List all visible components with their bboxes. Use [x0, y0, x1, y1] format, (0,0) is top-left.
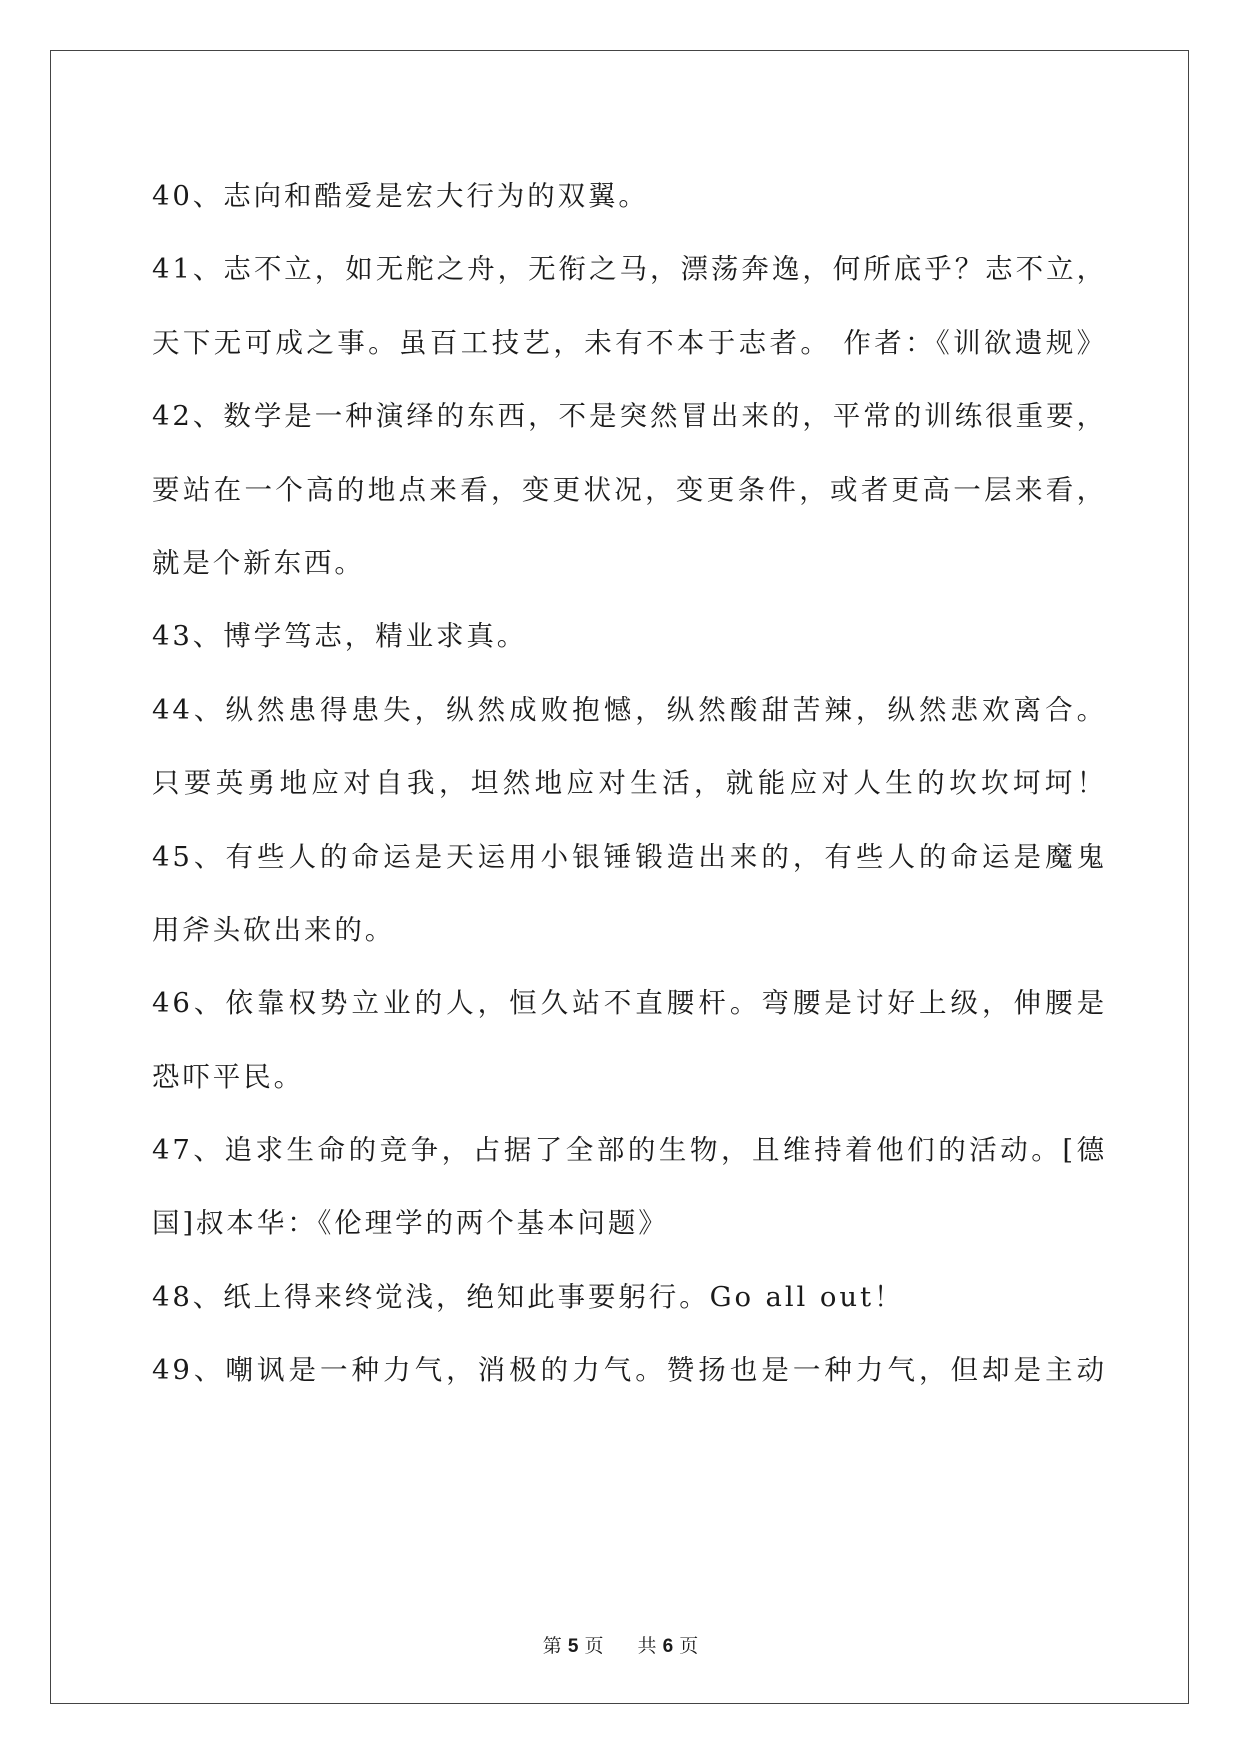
text-line: 48、纸上得来终觉浅，绝知此事要躬行。Go all out！: [152, 1280, 905, 1313]
page-total: 6: [662, 1636, 674, 1657]
text-line: 44、纵然患得患失，纵然成败抱憾，纵然酸甜苦辣，纵然悲欢离合。: [152, 693, 1107, 726]
page-number: 5: [567, 1636, 579, 1657]
text-line: 天下无可成之事。虽百工技艺，未有不本于志者。 作者：《训欲遗规》: [152, 326, 1107, 359]
text-line: 要站在一个高的地点来看，变更状况，变更条件，或者更高一层来看，: [152, 473, 1107, 506]
text-line: 42、数学是一种演绎的东西，不是突然冒出来的，平常的训练很重要，: [152, 400, 1107, 433]
text-line: 40、志向和酷爱是宏大行为的双翼。: [152, 180, 649, 212]
text-line: 49、嘲讽是一种力气，消极的力气。赞扬也是一种力气，但却是主动: [152, 1354, 1107, 1387]
page-footer: [0, 1631, 1241, 1658]
text-line: 国]叔本华：《伦理学的两个基本问题》: [152, 1207, 669, 1240]
page-suffix: 页: [584, 1635, 604, 1657]
page-prefix: 第: [542, 1635, 562, 1657]
total-prefix: 共: [637, 1635, 657, 1657]
text-line: 用斧头砍出来的。: [152, 913, 396, 946]
text-line: 41、志不立，如无舵之舟，无衔之马，漂荡奔逸，何所底乎？志不立，: [152, 253, 1107, 286]
text-line: 就是个新东西。: [152, 546, 365, 579]
text-line: 只要英勇地应对自我，坦然地应对生活，就能应对人生的坎坎坷坷！: [152, 767, 1107, 800]
document-body: [152, 160, 1107, 1408]
text-line: 43、博学笃志，精业求真。: [152, 620, 528, 653]
text-line: 45、有些人的命运是天运用小银锤锻造出来的，有些人的命运是魔鬼: [152, 840, 1107, 873]
total-suffix: 页: [679, 1635, 699, 1657]
text-line: 47、追求生命的竞争，占据了全部的生物，且维持着他们的活动。[德: [152, 1134, 1107, 1167]
text-line: 46、依靠权势立业的人，恒久站不直腰杆。弯腰是讨好上级，伸腰是: [152, 987, 1107, 1020]
text-line: 恐吓平民。: [152, 1060, 304, 1093]
